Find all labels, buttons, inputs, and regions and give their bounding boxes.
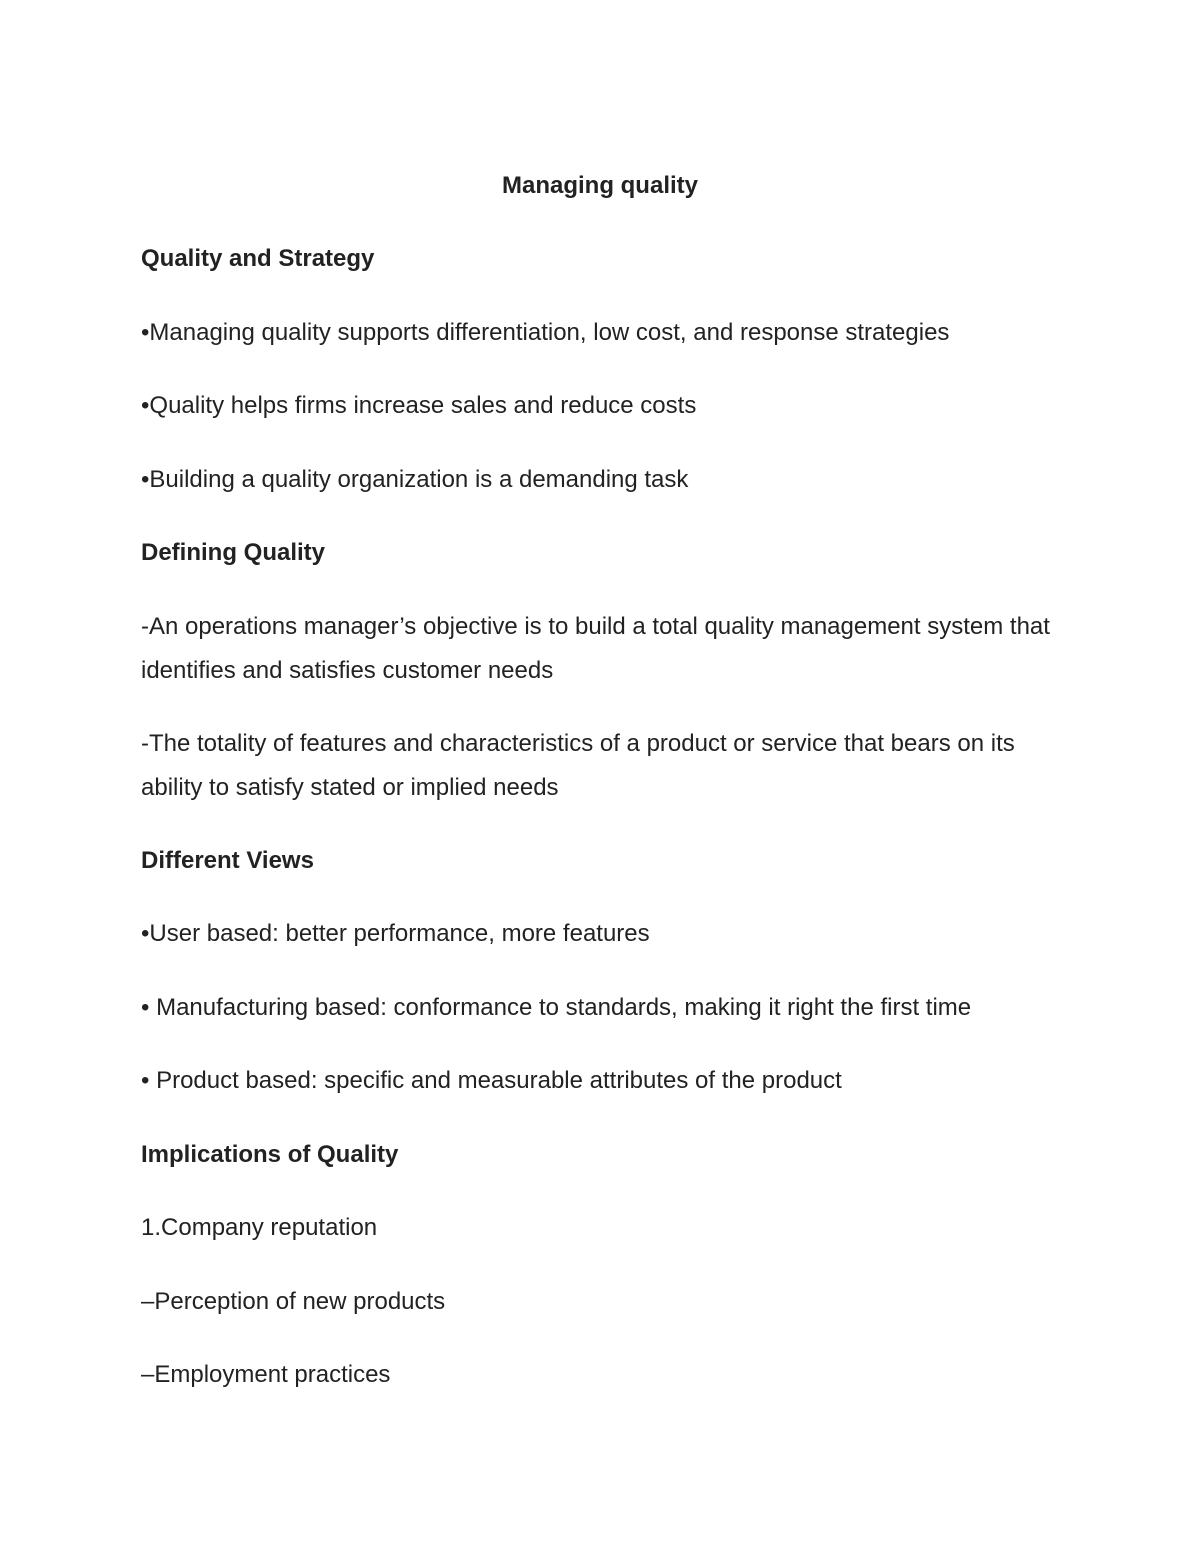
list-item: •User based: better performance, more features [141,920,650,947]
list-item: •Building a quality organization is a demanding task [141,466,689,493]
section-heading-defining-quality: Defining Quality [141,539,326,566]
list-item: • Manufacturing based: conformance to standards, making it right the first time [141,994,972,1021]
paragraph: -An operations manager’s objective is to build a total quality management system that identifies and satisfies customer needs [141,613,1050,684]
page-title: Managing quality [501,172,698,199]
section-heading-implications-of-quality: Implications of Quality [141,1141,399,1168]
list-item: 1.Company reputation [141,1214,378,1241]
section-heading-different-views: Different Views [141,847,314,874]
list-item: –Perception of new products [141,1288,446,1315]
paragraph: -The totality of features and characteristics of a product or service that bears on its ability to satisfy stated or implied needs [141,730,1015,801]
list-item: •Managing quality supports differentiation, low cost, and response strategies [141,319,950,346]
list-item: •Quality helps firms increase sales and reduce costs [141,392,697,419]
list-item: • Product based: specific and measurable attributes of the product [141,1067,842,1094]
section-heading-quality-and-strategy: Quality and Strategy [141,245,375,272]
list-item: –Employment practices [141,1361,391,1388]
